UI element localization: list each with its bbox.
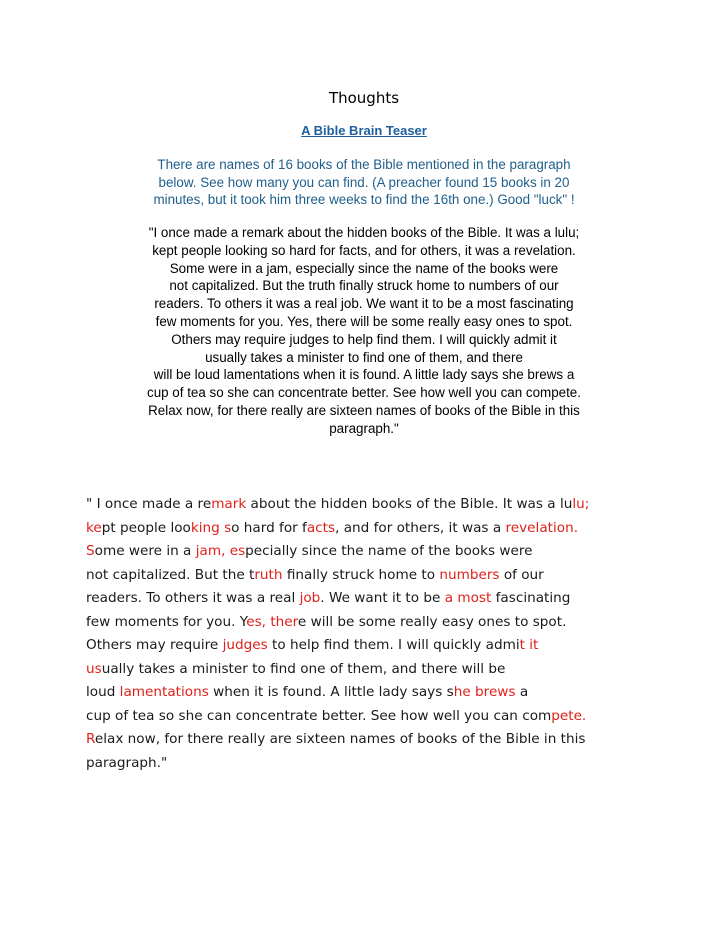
highlighted-book-fragment: pete.: [551, 707, 587, 724]
answer-text: ually takes a minister to find one of them, and there will be: [101, 660, 506, 677]
quote-line: paragraph.": [329, 420, 399, 436]
highlighted-book-fragment: S: [86, 543, 95, 559]
highlighted-book-fragment: mark: [211, 496, 247, 512]
highlighted-book-fragment: a most: [444, 590, 492, 606]
answer-text: Others may require: [86, 637, 223, 653]
intro-line: minutes, but it took him three weeks to find the 16th one.) Good "luck" !: [153, 192, 575, 207]
answer-text: o hard for f: [231, 519, 307, 536]
answer-line: [86, 728, 706, 752]
answer-text: loud: [86, 684, 120, 700]
highlighted-book-fragment: t it: [519, 637, 539, 653]
answer-text: fascinating: [491, 590, 571, 606]
answer-text: e will be some really easy ones to spot.: [297, 613, 567, 630]
answer-line: [86, 587, 706, 611]
highlighted-book-fragment: R: [86, 731, 95, 747]
quote-line: not capitalized. But the truth finally struck home to numbers of our: [169, 278, 559, 294]
answer-text: to help find them. I will quickly admi: [267, 637, 520, 653]
answer-text: when it is found. A little lady says s: [208, 684, 454, 700]
answer-text: cup of tea so she can concentrate better. See how well you can com: [86, 707, 552, 724]
answer-text: of our: [499, 566, 544, 583]
subtitle-link[interactable]: A Bible Brain Teaser: [301, 123, 427, 138]
page-title: Thoughts: [328, 89, 400, 107]
highlighted-book-fragment: he brews: [453, 684, 516, 700]
highlighted-book-fragment: judges: [222, 637, 268, 653]
quote-line: Relax now, for there really are sixteen names of books of the Bible in this: [148, 402, 580, 418]
teaser-paragraph: [120, 224, 608, 438]
answer-line: [86, 634, 706, 658]
highlighted-book-fragment: us: [86, 660, 102, 677]
answer-text: pt people loo: [101, 519, 191, 536]
quote-line: few moments for you. Yes, there will be some really easy ones to spot.: [155, 313, 573, 329]
highlighted-book-fragment: lamentations: [119, 684, 209, 700]
highlighted-book-fragment: lu;: [572, 496, 590, 512]
answer-line: [86, 517, 706, 541]
answer-text: . We want it to be: [320, 590, 445, 606]
highlighted-book-fragment: ruth: [254, 566, 283, 583]
highlighted-book-fragment: king s: [190, 519, 232, 536]
highlighted-book-fragment: es, ther: [246, 613, 298, 630]
intro-paragraph: [130, 156, 598, 209]
answer-text: pecially since the name of the books were: [245, 543, 533, 559]
answer-text: few moments for you. Y: [86, 613, 247, 630]
quote-line: will be loud lamentations when it is found. A little lady says she brews a: [153, 367, 575, 383]
answer-text: a: [515, 684, 529, 700]
answer-text: not capitalized. But the t: [86, 566, 255, 583]
answer-line: [86, 658, 706, 682]
answer-paragraph: [86, 493, 706, 775]
answer-line: [86, 493, 706, 517]
answer-text: " I once made a re: [86, 496, 212, 512]
quote-line: Some were in a jam, especially since the name of the books were: [169, 260, 559, 276]
quote-line: "I once made a remark about the hidden books of the Bible. It was a lulu;: [148, 225, 580, 240]
highlighted-book-fragment: revelation.: [505, 519, 579, 536]
answer-line: [86, 752, 706, 776]
quote-line: kept people looking so hard for facts, and for others, it was a revelation.: [152, 242, 576, 258]
intro-line: There are names of 16 books of the Bible mentioned in the paragraph: [157, 157, 571, 172]
answer-text: readers. To others it was a real: [86, 590, 300, 606]
highlighted-book-fragment: numbers: [439, 566, 500, 583]
quote-line: readers. To others it was a real job. We want it to be a most fascinating: [154, 296, 574, 312]
answer-line: [86, 705, 706, 729]
answer-text: about the hidden books of the Bible. It was a lu: [246, 496, 573, 512]
highlighted-book-fragment: jam, es: [195, 543, 246, 559]
answer-text: elax now, for there really are sixteen names of books of the Bible in this: [94, 731, 586, 747]
answer-text: ome were in a: [94, 543, 196, 559]
quote-line: Others may require judges to help find them. I will quickly admit it: [171, 331, 557, 347]
answer-text: finally struck home to: [282, 566, 440, 583]
highlighted-book-fragment: job: [299, 590, 321, 606]
answer-line: [86, 681, 706, 705]
quote-line: usually takes a minister to find one of them, and there: [205, 349, 523, 365]
answer-line: [86, 611, 706, 635]
highlighted-book-fragment: acts: [306, 519, 336, 536]
answer-line: [86, 540, 706, 564]
highlighted-book-fragment: ke: [86, 519, 102, 536]
quote-line: cup of tea so she can concentrate better. See how well you can compete.: [147, 385, 581, 401]
answer-text: paragraph.": [86, 754, 168, 771]
answer-line: [86, 564, 706, 588]
intro-line: below. See how many you can find. (A preacher found 15 books in 20: [158, 174, 570, 190]
answer-text: , and for others, it was a: [335, 519, 506, 536]
